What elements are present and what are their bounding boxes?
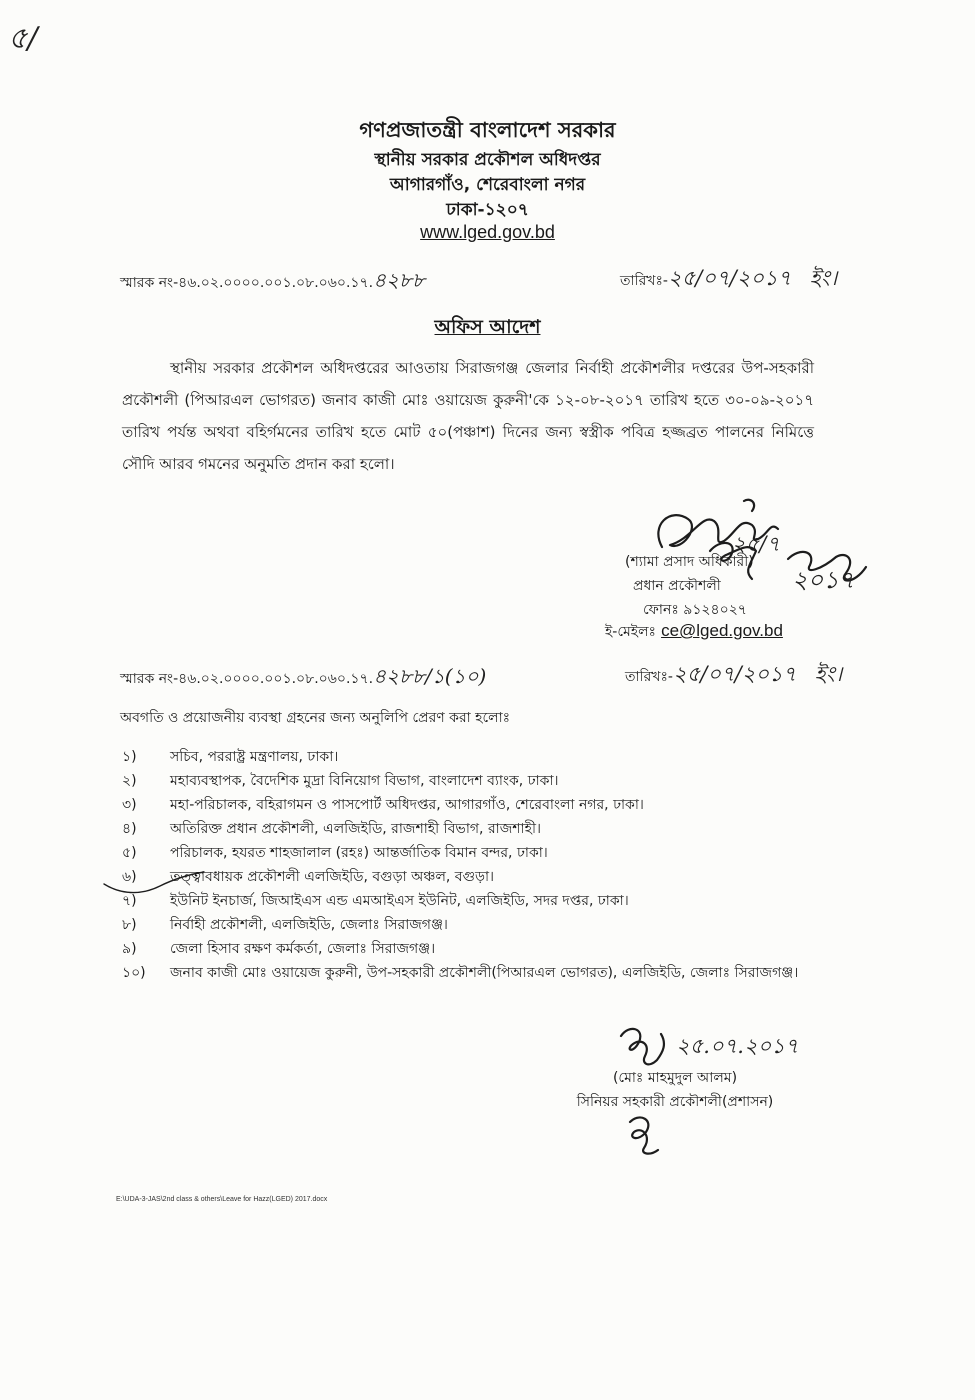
list-item-number: ৪) [122,821,137,837]
order-paragraph: স্থানীয় সরকার প্রকৌশল অধিদপ্তরের আওতায় সিরাজগঞ্জ জেলার নির্বাহী প্রকৌশলীর দপ্তরের উপ-সহকারী প্রকৌশলী (পিআরএল ভোগরত) জনাব কাজী মোঃ ওয়ায়েজ কুরুনী'কে ১২-০৮-২০১৭ তারিখ হতে ৩০-০৯-২০১৭ তারিখ পর্যন্ত অথবা বহির্গমনের তারিখ হতে মোট ৫০(পঞ্চাশ) দিনের জন্য স্বস্ত্রীক পবিত্র হজ্জব্রত পালনের নিমিত্তে সৌদি আরব গমনের অনুমতি প্রদান করা হলো। [122,359,814,473]
city-postcode: ঢাকা-১২০৭ [446,200,529,220]
list-item [122,938,435,960]
list-item-number: ৯) [122,941,137,957]
memo-label: স্মারক নং-৪৬.০২.০০০০.০০১.০৮.০৬০.১৭. [120,275,374,291]
handwritten-suffix: ইং। [814,662,843,686]
list-item-text: মহাব্যবস্থাপক, বৈদেশিক মুদ্রা বিনিয়োগ বিভাগ, বাংলাদেশ ব্যাংক, ঢাকা। [170,773,559,789]
email-label: ই-মেইলঃ [605,624,656,640]
list-item [122,770,559,792]
signatory-1-email-line [605,620,783,644]
list-item-number: ৮) [122,917,137,933]
list-item-number: ৬) [122,869,137,885]
handwritten-tick-icon [100,872,210,902]
handwritten-signature-initial [640,500,657,520]
signatory-1-name: (শ্যামা প্রসাদ অধিকারী) [625,554,754,570]
department-name: স্থানীয় সরকার প্রকৌশল অধিদপ্তর [374,150,601,170]
handwritten-signature-date-2: ২৫.০৭.২০১৭ [676,1034,799,1058]
list-item-text: তত্ত্বাবধায়ক প্রকৌশলী এলজিইডি, বগুড়া অঞ্চল, বগুড়া। [170,869,495,885]
list-item-number: ৭) [122,893,137,909]
list-item-number: ৫) [122,845,137,861]
handwritten-memo-number: ৪২৮৮ [373,268,426,292]
list-item-number: ১) [122,749,137,765]
memo-date-2 [625,658,842,693]
handwritten-memo-number: ৪২৮৮/১(১০) [373,664,487,688]
order-body [122,352,814,480]
list-item-text: পরিচালক, হযরত শাহজালাল (রহঃ) আন্তর্জাতিক বিমান বন্দর, ঢাকা। [170,845,548,861]
list-item [122,962,798,984]
memo-label: স্মারক নং-৪৬.০২.০০০০.০০১.০৮.০৬০.১৭. [120,671,374,687]
list-item [122,818,541,840]
list-item-number: ৩) [122,797,137,813]
handwritten-date: ২৫/০৭/২০১৭ [667,266,792,290]
footer-file-path: E:\UDA-3-JAS\2nd class & others\Leave for Hazz(LGED) 2017.docx [116,1196,328,1203]
signatory-2-block [560,1066,790,1114]
signatory-2-designation: সিনিয়র সহকারী প্রকৌশলী(প্রশাসন) [576,1094,774,1110]
website-link[interactable]: www.lged.gov.bd [420,222,555,242]
handwritten-suffix: ইং। [809,266,838,290]
list-item-text: ইউনিট ইনচার্জ, জিআইএস এন্ড এমআইএস ইউনিট, এলজিইডি, সদর দপ্তর, ঢাকা। [170,893,629,909]
date-label: তারিখঃ- [620,273,668,289]
signatory-1-designation: প্রধান প্রকৌশলী [633,578,721,594]
handwritten-date: ২৫/০৭/২০১৭ [672,662,797,686]
list-item-number: ২) [122,773,137,789]
senior-engineer-signature-icon [615,1022,675,1072]
list-item-text: সচিব, পররাষ্ট্র মন্ত্রণালয়, ঢাকা। [170,749,339,765]
list-item [122,794,644,816]
handwritten-signature-date: ২৫/৭ [732,532,781,556]
office-order-title: অফিস আদেশ [434,316,541,338]
corner-handwritten-mark: ৫/ [8,21,38,56]
govt-title: গণপ্রজাতন্ত্রী বাংলাদেশ সরকার [359,118,616,142]
memo-date-1 [620,262,837,297]
initial-mark-icon [622,1112,662,1157]
list-item-text: নির্বাহী প্রকৌশলী, এলজিইডি, জেলাঃ সিরাজগঞ্জ। [170,917,448,933]
list-item-number: ১০) [122,965,146,981]
email-link[interactable]: ce@lged.gov.bd [661,621,783,640]
list-item-text: জনাব কাজী মোঃ ওয়ায়েজ কুরুনী, উপ-সহকারী প্রকৌশলী(পিআরএল ভোগরত), এলজিইডি, জেলাঃ সিরাজগঞ্জ। [170,965,799,981]
date-label: তারিখঃ- [625,669,673,685]
signatory-1-phone: ফোনঃ ৯১২৪০২৭ [643,602,747,618]
list-item [122,914,448,936]
list-item [122,746,338,768]
memo-reference-1 [120,266,425,299]
list-item-text: জেলা হিসাব রক্ষণ কর্মকর্তা, জেলাঃ সিরাজগঞ্জ। [170,941,436,957]
distribution-intro: অবগতি ও প্রয়োজনীয় ব্যবস্থা গ্রহনের জন্য অনুলিপি প্রেরণ করা হলোঃ [120,710,511,726]
memo-reference-2 [120,662,486,695]
handwritten-signature-year: ২০১৭ [792,566,855,594]
list-item-text: মহা-পরিচালক, বহিরাগমন ও পাসপোর্ট অধিদপ্তর, আগারগাঁও, শেরেবাংলা নগর, ঢাকা। [170,797,644,813]
address-line: আগারগাঁও, শেরেবাংলা নগর [389,175,586,195]
list-item-text: অতিরিক্ত প্রধান প্রকৌশলী, এলজিইডি, রাজশাহী বিভাগ, রাজশাহী। [170,821,541,837]
list-item [122,842,548,864]
signatory-2-name: (মোঃ মাহমুদুল আলম) [612,1070,738,1086]
